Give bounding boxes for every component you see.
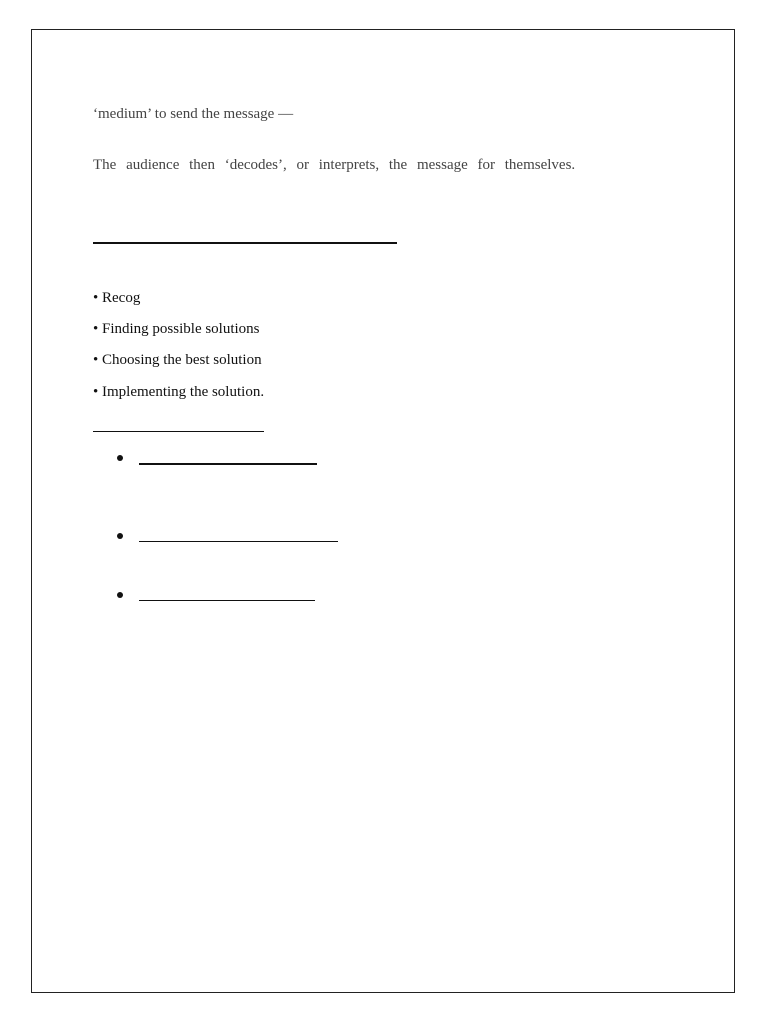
blank-answer-line <box>139 463 317 465</box>
bullet-dot-icon <box>117 592 123 598</box>
heading-blank-line <box>93 242 397 244</box>
blank-answer-line <box>139 600 315 601</box>
paragraph-line-medium: ‘medium’ to send the message — <box>93 106 294 122</box>
paragraph-line-audience: The audience then ‘decodes’, or interprets, the message for themselves. <box>93 157 576 173</box>
list-item: • Choosing the best solution <box>93 352 262 368</box>
bullet-dot-icon <box>117 533 123 539</box>
list-item: • Recog <box>93 290 141 306</box>
blank-answer-line <box>139 541 338 542</box>
list-item: • Finding possible solutions <box>93 321 260 337</box>
subheading-blank-line <box>93 431 264 432</box>
list-item: • Implementing the solution. <box>93 384 265 400</box>
bullet-dot-icon <box>117 455 123 461</box>
